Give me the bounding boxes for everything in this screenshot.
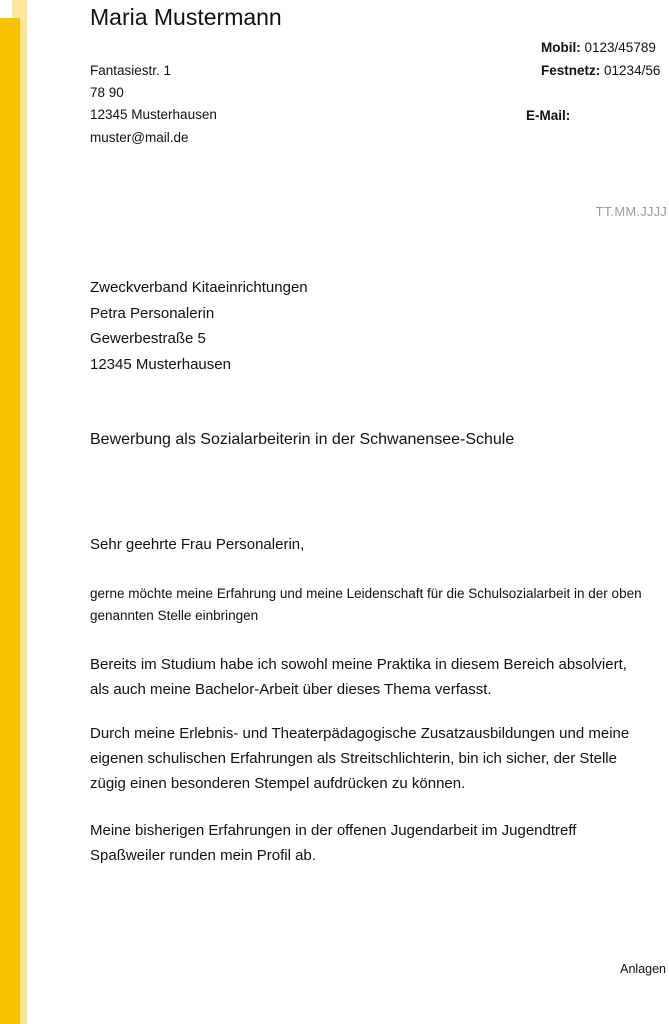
- paragraph-4: Meine bisherigen Erfahrungen in der offenen Jugendarbeit im Jugendtreff Spaßweiler runden mein Profil ab.: [90, 822, 577, 864]
- paragraph-2: Bereits im Studium habe ich sowohl meine Praktika in diesem Bereich absolviert, als auch meine Bachelor-Arbeit über dieses Thema verfasst.: [90, 656, 627, 698]
- mobile-value: 0123/45789: [584, 40, 656, 55]
- sender-email: muster@mail.de: [90, 130, 189, 145]
- accent-bar-dark: [0, 18, 20, 1024]
- sender-address-line2: 78 90: [90, 85, 124, 100]
- landline-value: 01234/56: [604, 63, 661, 78]
- attachments-label: Anlagen: [620, 962, 666, 976]
- paragraph-3: Durch meine Erlebnis- und Theaterpädagogische Zusatzausbildungen und meine eigenen schulischen Erfahrungen als Streitschlichterin, bin ich sicher, der Stelle zügig einen besonderen Stempel aufdrücken zu können.: [90, 725, 630, 792]
- sender-street: Fantasiestr. 1: [90, 63, 172, 78]
- recipient-block: [90, 275, 308, 377]
- letter-date: TT.MM.JJJJ: [595, 204, 667, 219]
- sender-name: Maria Mustermann: [90, 4, 282, 30]
- email-label: E-Mail:: [526, 108, 571, 123]
- recipient-person: Petra Personalerin: [90, 304, 215, 322]
- recipient-street: Gewerbestraße 5: [90, 330, 206, 348]
- contact-mobile: [541, 40, 656, 55]
- salutation: Sehr geehrte Frau Personalerin,: [90, 536, 305, 553]
- mobile-label: Mobil:: [541, 40, 581, 55]
- letter-subject: Bewerbung als Sozialarbeiterin in der Schwanensee-Schule: [90, 431, 515, 448]
- paragraph-1: gerne möchte meine Erfahrung und meine Leidenschaft für die Schulsozialarbeit in der oben genannten Stelle einbringen: [90, 586, 642, 623]
- sender-city: 12345 Musterhausen: [90, 107, 217, 122]
- landline-label: Festnetz:: [541, 63, 601, 78]
- contact-landline: [541, 63, 660, 78]
- recipient-city: 12345 Musterhausen: [90, 355, 231, 373]
- recipient-org: Zweckverband Kitaeinrichtungen: [90, 279, 308, 296]
